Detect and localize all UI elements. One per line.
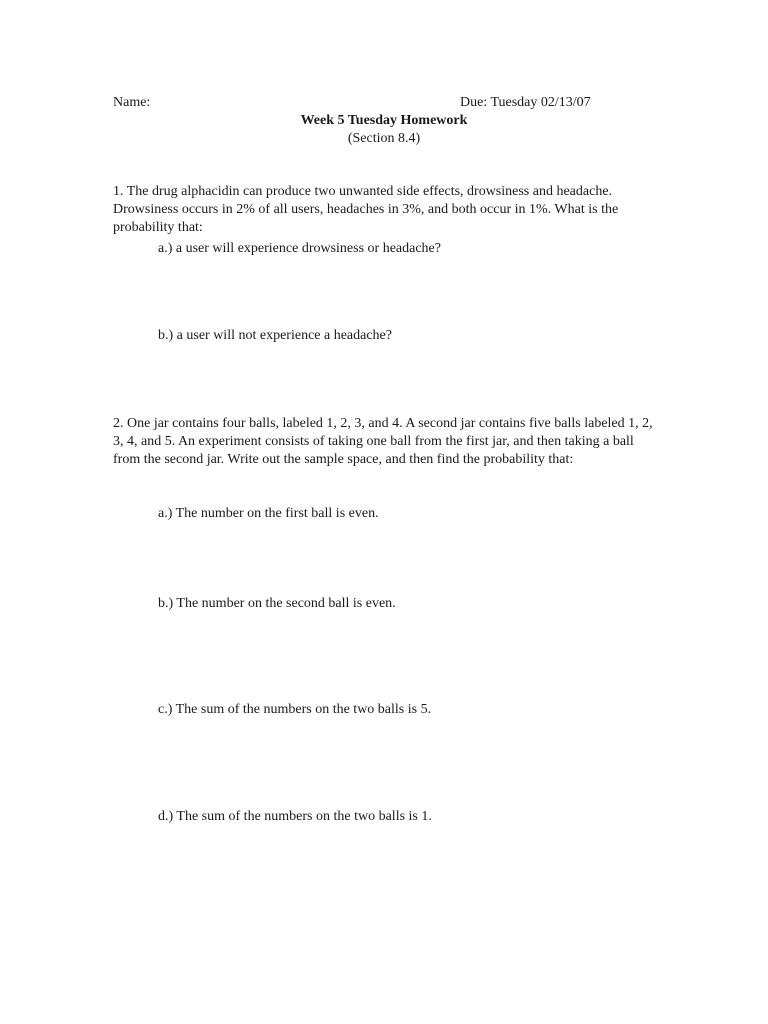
due-date: Due: Tuesday 02/13/07 [460, 95, 591, 110]
section-reference: (Section 8.4) [347, 131, 421, 146]
question-1b: b.) a user will not experience a headache? [158, 328, 392, 343]
question-1-text: 1. The drug alphacidin can produce two unwanted side effects, drowsiness and headache. Drowsiness occurs in 2% of all users, headaches in 3%, and both occur in 1%. What is the probability that: [113, 184, 619, 235]
name-label: Name: [113, 95, 151, 110]
question-2b: b.) The number on the second ball is even. [158, 596, 396, 611]
question-2a: a.) The number on the first ball is even. [158, 506, 379, 521]
question-2d: d.) The sum of the numbers on the two balls is 1. [158, 809, 432, 824]
page-title: Week 5 Tuesday Homework [300, 113, 468, 128]
question-2-text: 2. One jar contains four balls, labeled 1, 2, 3, and 4. A second jar contains five balls labeled 1, 2, 3, 4, and 5. An experiment consists of taking one ball from the first jar, and then taking a ball from the second jar. Write out the sample space, and then find the probability that: [113, 416, 653, 467]
question-2c: c.) The sum of the numbers on the two balls is 5. [158, 702, 432, 717]
question-1a: a.) a user will experience drowsiness or headache? [158, 241, 441, 256]
